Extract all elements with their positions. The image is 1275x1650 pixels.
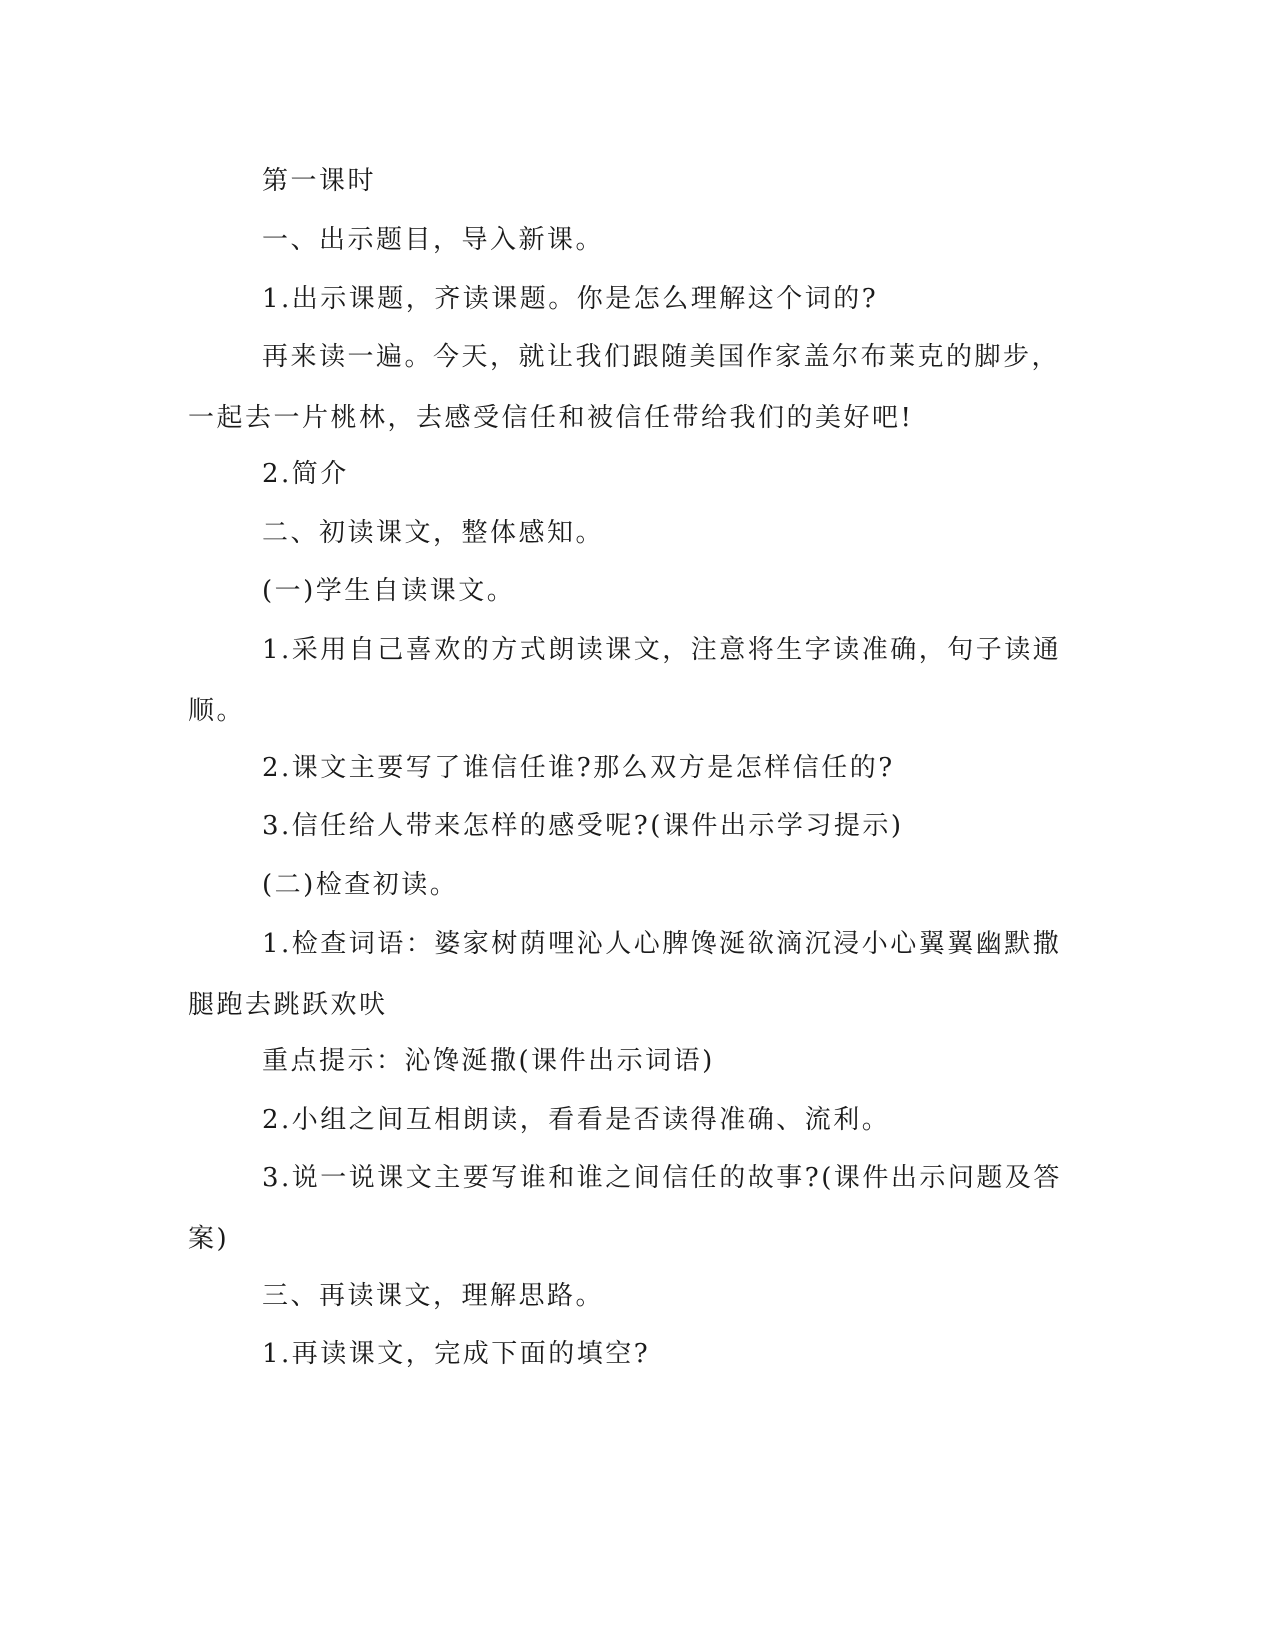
paragraph-section-one-heading: 一、出示题目，导入新课。: [262, 225, 605, 255]
paragraph-self-reading: (一)学生自读课文。: [262, 576, 516, 606]
paragraph-check-reading: (二)检查初读。: [262, 870, 459, 900]
paragraph-step-1: 1.出示课题，齐读课题。你是怎么理解这个词的?: [262, 284, 879, 314]
paragraph-read-again: 再来读一遍。今天，就让我们跟随美国作家盖尔布莱克的脚步，一起去一片桃林，去感受信任和被信任带给我们的美好吧!: [188, 342, 1061, 433]
paragraph-lesson-period: 第一课时: [262, 166, 377, 196]
paragraph-group-reading: 2.小组之间互相朗读，看看是否读得准确、流利。: [262, 1105, 891, 1135]
paragraph-section-three-heading: 三、再读课文，理解思路。: [262, 1281, 605, 1311]
paragraph-key-hints: 重点提示：沁馋涎撒(课件出示词语): [262, 1046, 715, 1076]
paragraph-story-question: 3.说一说课文主要写谁和谁之间信任的故事?(课件出示问题及答案): [188, 1163, 1062, 1254]
paragraph-section-two-heading: 二、初读课文，整体感知。: [262, 518, 605, 548]
paragraph-question-who-trusts: 2.课文主要写了谁信任谁?那么双方是怎样信任的?: [262, 753, 895, 783]
paragraph-vocabulary-check: 1.检查词语：婆家树荫哩沁人心脾馋涎欲滴沉浸小心翼翼幽默撒腿跑去跳跃欢吠: [188, 929, 1062, 1020]
paragraph-fill-blank: 1.再读课文，完成下面的填空?: [262, 1339, 651, 1369]
paragraph-reading-method: 1.采用自己喜欢的方式朗读课文，注意将生字读准确，句子读通顺。: [188, 635, 1062, 726]
paragraph-question-feeling: 3.信任给人带来怎样的感受呢?(课件出示学习提示): [262, 811, 904, 841]
paragraph-step-2-intro: 2.简介: [262, 459, 349, 489]
